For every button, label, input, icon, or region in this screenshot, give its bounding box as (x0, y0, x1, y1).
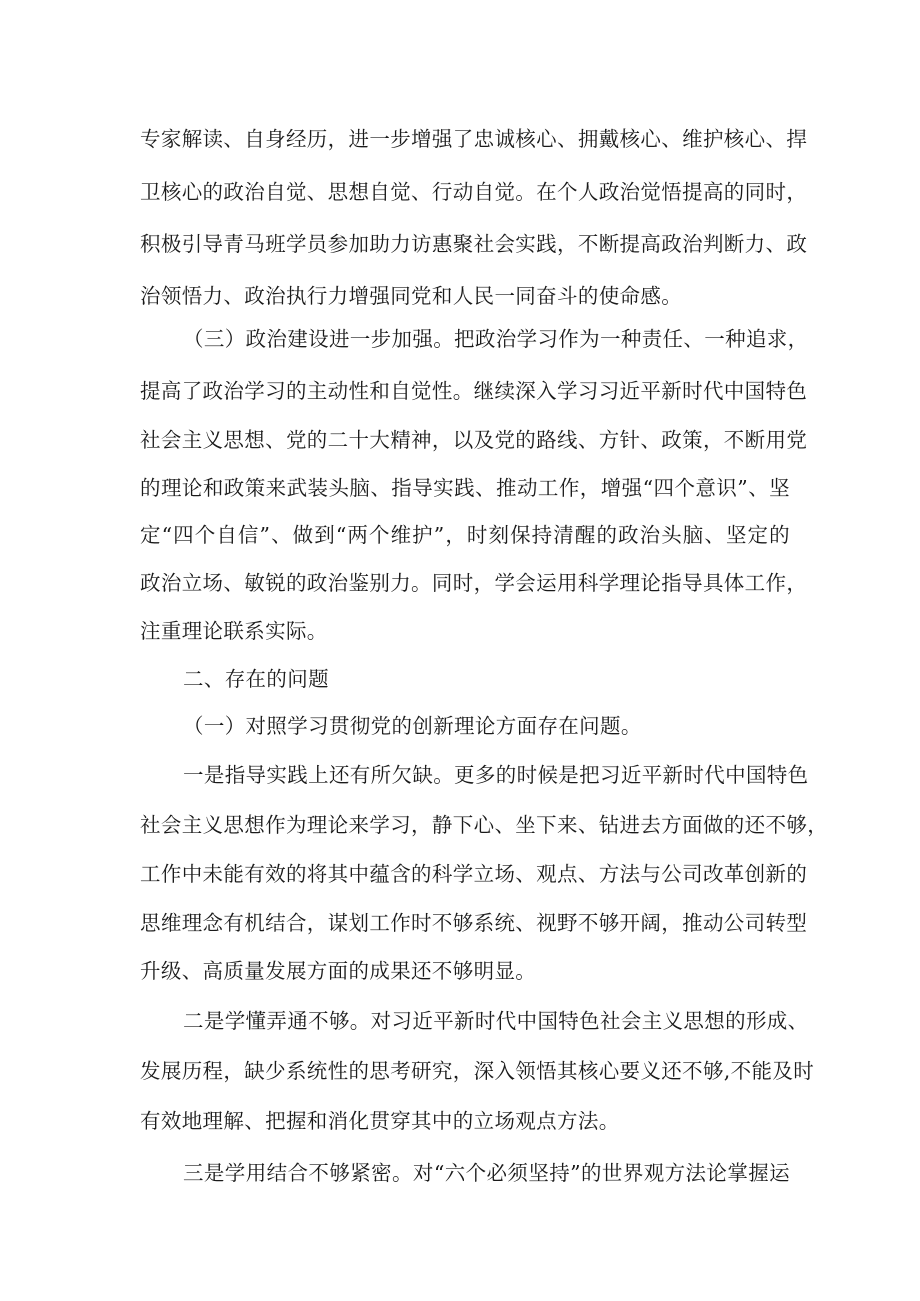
paragraph-line: 一是指导实践上还有所欠缺。更多的时候是把习近平新时代中国特色 (183, 763, 809, 787)
paragraph-line: 三是学用结合不够紧密。对“六个必须坚持”的世界观方法论掌握运 (183, 1161, 790, 1185)
paragraph-line: 工作中未能有效的将其中蕴含的科学立场、观点、方法与公司改革创新的 (140, 862, 808, 886)
paragraph-line: 积极引导青马班学员参加助力访惠聚社会实践，不断提高政治判断力、政 (140, 232, 808, 256)
paragraph-line: 社会主义思想、党的二十大精神，以及党的路线、方针、政策，不断用党 (140, 428, 808, 452)
subsection-heading-1: （一）对照学习贯彻党的创新理论方面存在问题。 (183, 714, 642, 738)
paragraph-line: 注重理论联系实际。 (140, 619, 328, 643)
paragraph-line: 的理论和政策来武装头脑、指导实践、推动工作，增强“四个意识”、坚 (140, 476, 790, 500)
paragraph-line: 升级、高质量发展方面的成果还不够明显。 (140, 959, 537, 983)
paragraph-line: 思维理念有机结合，谋划工作时不够系统、视野不够开阔，推动公司转型 (140, 911, 808, 935)
section-heading-2: 二、存在的问题 (183, 667, 329, 691)
paragraph-line: 二是学懂弄通不够。对习近平新时代中国特色社会主义思想的形成、 (183, 1009, 809, 1033)
paragraph-line: 定“四个自信”、做到“两个维护”，时刻保持清醒的政治头脑、坚定的 (140, 523, 790, 547)
paragraph-line: 治领悟力、政治执行力增强同党和人民一同奋斗的使命感。 (140, 284, 683, 308)
paragraph-line: 发展历程，缺少系统性的思考研究，深入领悟其核心要义还不够,不能及时 (140, 1059, 815, 1083)
paragraph-line: 社会主义思想作为理论来学习，静下心、坐下来、钻进去方面做的还不够， (140, 813, 829, 837)
paragraph-line: 卫核心的政治自觉、思想自觉、行动自觉。在个人政治觉悟提高的同时， (140, 180, 808, 204)
paragraph-line: 政治立场、敏锐的政治鉴别力。同时，学会运用科学理论指导具体工作， (140, 571, 808, 595)
paragraph-line: 专家解读、自身经历，进一步增强了忠诚核心、拥戴核心、维护核心、捍 (140, 127, 808, 151)
paragraph-line: 提高了政治学习的主动性和自觉性。继续深入学习习近平新时代中国特色 (140, 379, 808, 403)
section-heading-3: （三）政治建设进一步加强。把政治学习作为一种责任、一种追求， (183, 327, 809, 351)
paragraph-line: 有效地理解、把握和消化贯穿其中的立场观点方法。 (140, 1109, 620, 1133)
